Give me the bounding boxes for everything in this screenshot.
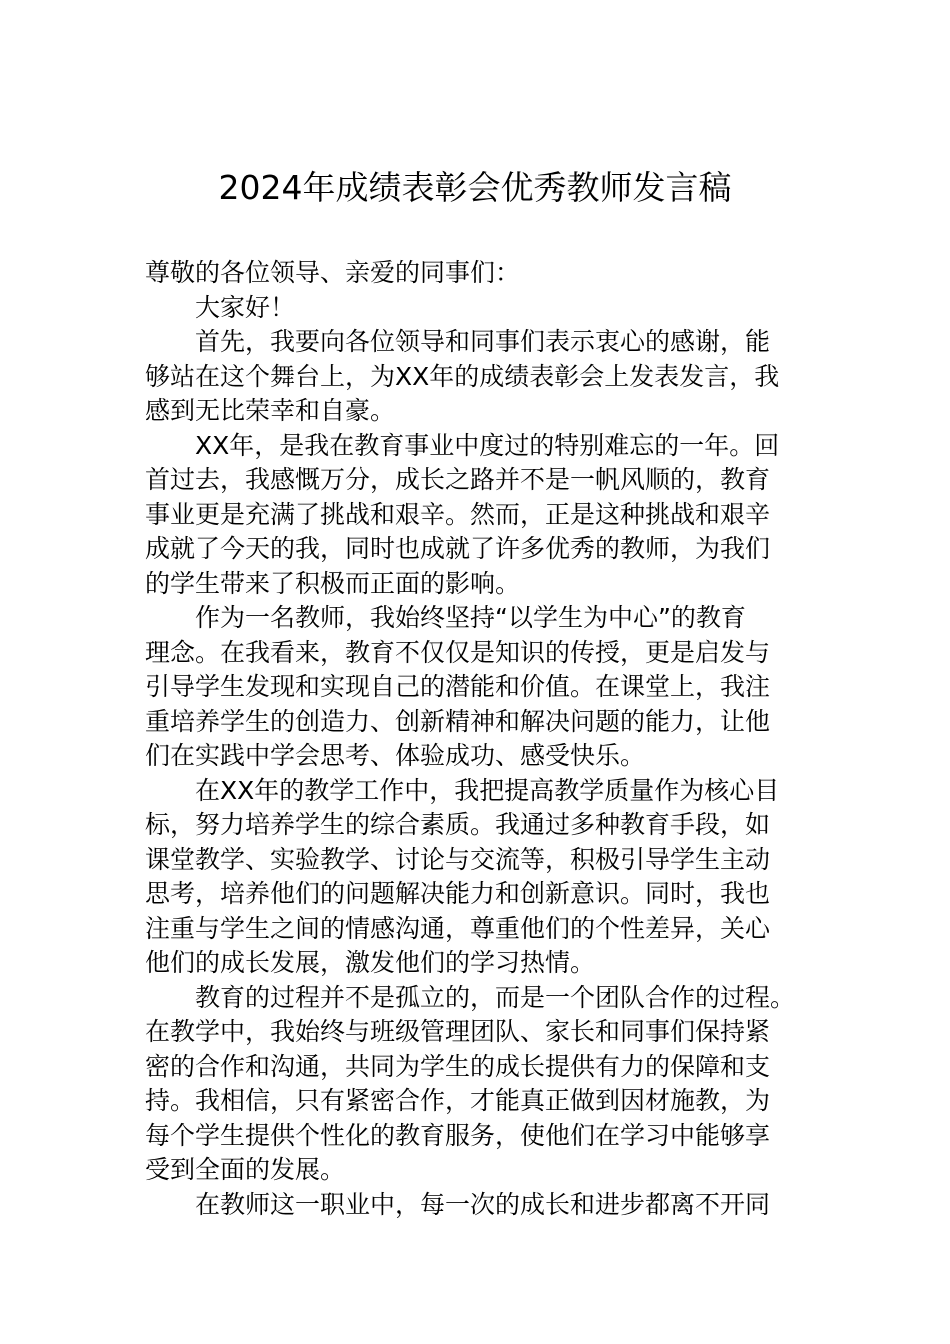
body-line: 们在实践中学会思考、体验成功、感受快乐。 <box>145 741 646 770</box>
body-line: 标，努力培养学生的综合素质。我通过多种教育手段，如 <box>145 810 771 839</box>
body-line: 的学生带来了积极而正面的影响。 <box>145 568 521 598</box>
body-line: 大家好！ <box>195 292 296 322</box>
body-line: 持。我相信，只有紧密合作，才能真正做到因材施教，为 <box>145 1086 771 1115</box>
body-line: 在教学中，我始终与班级管理团队、家长和同事们保持紧 <box>145 1017 771 1046</box>
body-line: 引导学生发现和实现自己的潜能和价值。在课堂上，我注 <box>145 672 771 701</box>
body-line: 够站在这个舞台上，为XX年的成绩表彰会上发表发言，我 <box>145 361 780 391</box>
document-body <box>145 256 810 1222</box>
body-line: 密的合作和沟通，共同为学生的成长提供有力的保障和支 <box>145 1051 771 1081</box>
body-line: 课堂教学、实验教学、讨论与交流等，积极引导学生主动 <box>145 844 771 874</box>
body-line: 他们的成长发展，激发他们的学习热情。 <box>145 948 596 977</box>
body-line: 在教师这一职业中，每一次的成长和进步都离不开同 <box>195 1189 771 1219</box>
body-line: 注重与学生之间的情感沟通，尊重他们的个性差异，关心 <box>145 913 771 943</box>
body-line: 首过去，我感慨万分，成长之路并不是一帆风顺的，教育 <box>145 465 771 494</box>
body-line: 尊敬的各位领导、亲爱的同事们： <box>145 258 521 287</box>
body-line: 成就了今天的我，同时也成就了许多优秀的教师，为我们 <box>145 534 771 563</box>
body-line: 作为一名教师，我始终坚持“以学生为中心”的教育 <box>195 603 746 632</box>
body-line: 教育的过程并不是孤立的，而是一个团队合作的过程。 <box>195 982 796 1012</box>
body-line: 事业更是充满了挑战和艰辛。然而，正是这种挑战和艰辛 <box>145 499 771 529</box>
body-line: 每个学生提供个性化的教育服务，使他们在学习中能够享 <box>145 1120 771 1150</box>
body-line: 受到全面的发展。 <box>145 1155 346 1184</box>
body-line: 思考，培养他们的问题解决能力和创新意识。同时，我也 <box>145 879 771 908</box>
body-line: 理念。在我看来，教育不仅仅是知识的传授，更是启发与 <box>145 637 771 667</box>
body-line: 首先，我要向各位领导和同事们表示衷心的感谢，能 <box>195 327 771 356</box>
body-line: 重培养学生的创造力、创新精神和解决问题的能力，让他 <box>145 706 771 736</box>
document-title: 2024年成绩表彰会优秀教师发言稿 <box>218 168 732 207</box>
body-line: XX年，是我在教育事业中度过的特别难忘的一年。回 <box>195 430 780 460</box>
body-line: 感到无比荣幸和自豪。 <box>145 396 396 425</box>
body-line: 在XX年的教学工作中，我把提高教学质量作为核心目 <box>195 775 780 805</box>
